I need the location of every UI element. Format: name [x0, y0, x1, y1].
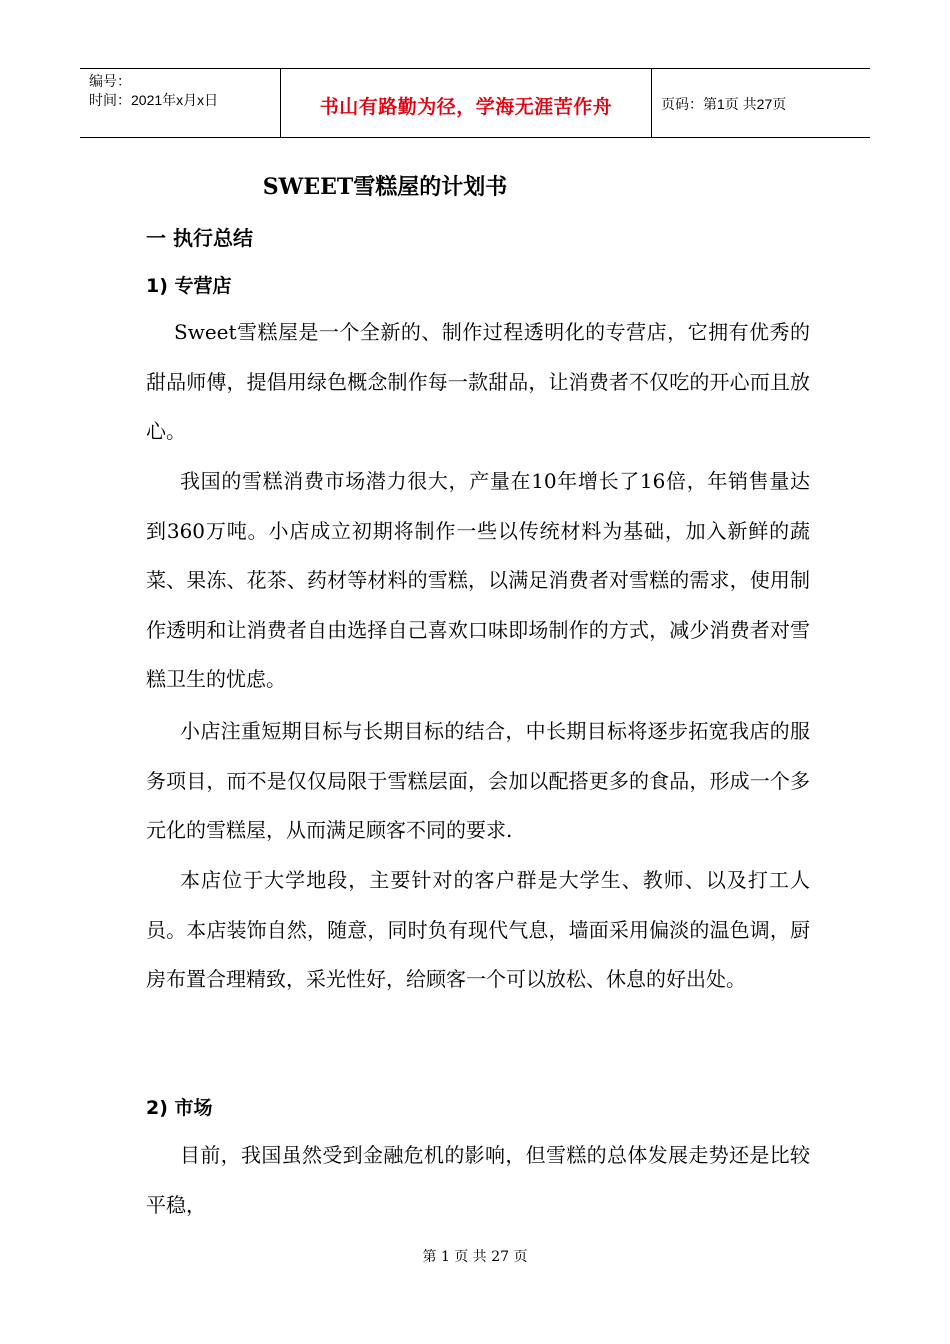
header-motto: 书山有路勤为径，学海无涯苦作舟 [280, 69, 652, 137]
section-heading: 一 执行总结 [146, 226, 253, 250]
header-meta-cell [80, 69, 280, 137]
paragraph: 目前，我国虽然受到金融危机的影响，但雪糕的总体发展走势还是比较平稳， [146, 1143, 810, 1217]
subsection-heading: 2) 市场 [146, 1097, 213, 1119]
document-title: SWEET雪糕屋的计划书 [262, 174, 508, 200]
number-label: 编号： [89, 73, 131, 89]
paragraph: 本店位于大学地段，主要针对的客户群是大学生、教师、以及打工人员。本店装饰自然，随意，同时负有现代气息，墙面采用偏淡的温色调，厨房布置合理精致，采光性好，给顾客一个可以放松、休息的好出处。 [146, 868, 810, 991]
paragraph: Sweet雪糕屋是一个全新的、制作过程透明化的专营店，它拥有优秀的甜品师傅，提倡用绿色概念制作每一款甜品，让消费者不仅吃的开心而且放心。 [146, 320, 810, 443]
subsection-heading: 1) 专营店 [146, 275, 232, 297]
header-table [80, 68, 870, 138]
page-footer: 第 1 页 共 27 页 [422, 1249, 528, 1265]
header-page-info: 页码：第1页 共27页 [661, 96, 787, 112]
date-label: 时间：2021年x月x日 [89, 92, 219, 108]
paragraph: 小店注重短期目标与长期目标的结合，中长期目标将逐步拓宽我店的服务项目，而不是仅仅局限于雪糕层面，会加以配搭更多的食品，形成一个多元化的雪糕屋，从而满足顾客不同的要求. [146, 719, 810, 842]
paragraph: 我国的雪糕消费市场潜力很大，产量在10年增长了16倍，年销售量达到360万吨。小店成立初期将制作一些以传统材料为基础，加入新鲜的蔬菜、果冻、花茶、药材等材料的雪糕，以满足消费者对雪糕的需求，使用制作透明和让消费者自由选择自己喜欢口味即场制作的方式，减少消费者对雪糕卫生的忧虑。 [146, 469, 810, 691]
